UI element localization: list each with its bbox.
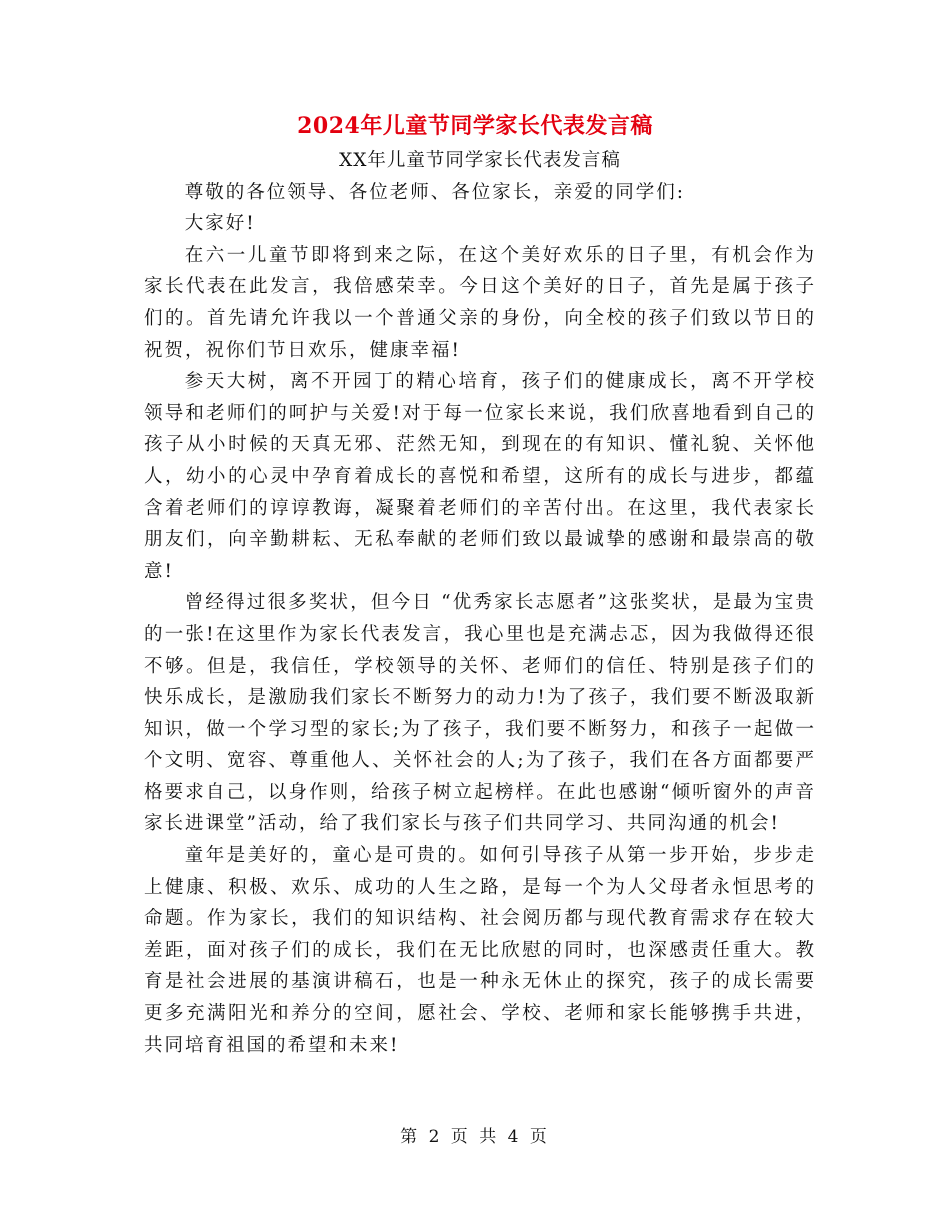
page-number-footer: 第 2 页 共 4 页 [400, 1127, 550, 1147]
document-subtitle: XX年儿童节同学家长代表发言稿 [339, 150, 621, 171]
body-paragraph: 参天大树，离不开园丁的精心培育，孩子们的健康成长，离不开学校领导和老师们的呵护与关爱!对于每一位家长来说，我们欣喜地看到自己的孩子从小时候的天真无邪、茫然无知，到现在的有知识、懂礼貌、关怀他人，幼小的心灵中孕育着成长的喜悦和希望，这所有的成长与进步，都蕴含着老师们的谆谆教诲，凝聚着老师们的辛苦付出。在这里，我代表家长朋友们，向辛勤耕耘、无私奉献的老师们致以最诚挚的感谢和最崇高的敬意! [144, 371, 816, 582]
body-paragraph: 童年是美好的，童心是可贵的。如何引导孩子从第一步开始，步步走上健康、积极、欢乐、成功的人生之路，是每一个为人父母者永恒思考的命题。作为家长，我们的知识结构、社会阅历都与现代教育需求存在较大差距，面对孩子们的成长，我们在无比欣慰的同时，也深感责任重大。教育是社会进展的基演讲稿石，也是一种永无休止的探究，孩子的成长需要更多充满阳光和养分的空间，愿社会、学校、老师和家长能够携手共进，共同培育祖国的希望和未来! [144, 845, 816, 1056]
greeting-paragraph: 大家好! [184, 213, 256, 235]
document-body [144, 145, 816, 1061]
document-title: 2024年儿童节同学家长代表发言稿 [297, 113, 653, 139]
salutation-paragraph: 尊敬的各位领导、各位老师、各位家长，亲爱的同学们: [184, 181, 685, 203]
body-paragraph: 曾经得过很多奖状，但今日 “优秀家长志愿者”这张奖状，是最为宝贵的一张!在这里作为家长代表发言，我心里也是充满忐忑，因为我做得还很不够。但是，我信任，学校领导的关怀、老师们的信任、特别是孩子们的快乐成长，是激励我们家长不断努力的动力!为了孩子，我们要不断汲取新知识，做一个学习型的家长;为了孩子，我们要不断努力，和孩子一起做一个文明、宽容、尊重他人、关怀社会的人;为了孩子，我们在各方面都要严格要求自己，以身作则，给孩子树立起榜样。在此也感谢“倾听窗外的声音家长进课堂”活动，给了我们家长与孩子们共同学习、共同沟通的机会! [144, 592, 816, 835]
body-paragraph: 在六一儿童节即将到来之际，在这个美好欢乐的日子里，有机会作为家长代表在此发言，我倍感荣幸。今日这个美好的日子，首先是属于孩子们的。首先请允许我以一个普通父亲的身份，向全校的孩子们致以节日的祝贺，祝你们节日欢乐，健康幸福! [144, 244, 816, 361]
